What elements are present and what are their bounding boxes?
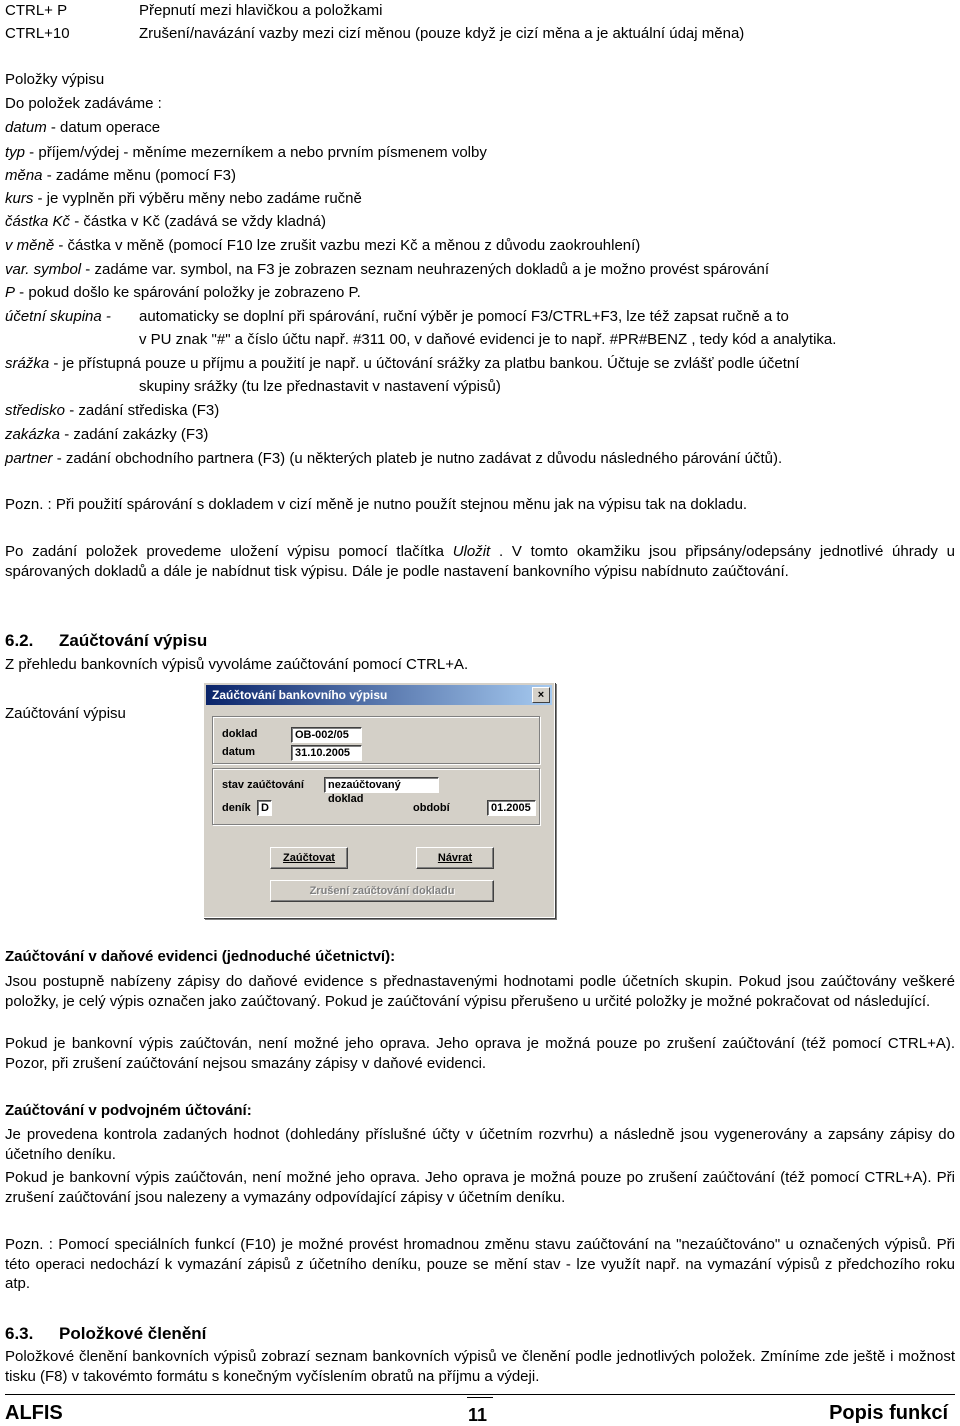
denik-field[interactable]: D [257, 800, 272, 816]
datum-field[interactable]: 31.10.2005 [291, 745, 362, 761]
item-ucetni-skupina-text2: v PU znak "#" a číslo účtu např. #311 00, v daňové evidenci je to např. #PR#BENZ , tedy kód a analytika. [139, 331, 837, 348]
item-var-symbol: var. symbol - zadáme var. symbol, na F3 je zobrazen seznam neuhrazených dokladů a je možno provést spárování [5, 261, 770, 278]
pozn-2: Pozn. : Pomocí speciálních funkcí (F10) je možné provést hromadnou změnu stavu zaúčtování na "nezaúčtováno" u označených výpisů. Při této operaci nedochází k vymazání zápisů z účetního deníku, pouze se mění stav - lze využít např. na vymazání výpisů z předchozího roku atp. [5, 1236, 955, 1292]
zauctovani-dialog [203, 682, 555, 918]
stav-label: stav zaúčtování [222, 779, 304, 791]
podvojne-p2: Pokud je bankovní výpis zaúčtován, není možné jeho oprava. Jeho oprava je možná pouze po zrušení zaúčtování (též pomocí CTRL+A). Při zrušení zaúčtování jsou nalezeny a vymazány odpovídající zápisy v účetním deníku. [5, 1169, 955, 1206]
denik-label: deník [222, 802, 251, 814]
danova-heading: Zaúčtování v daňové evidenci (jednoduché účetnictví): [5, 948, 396, 965]
stav-field[interactable]: nezaúčtovaný doklad [324, 777, 439, 793]
pozn-1: Pozn. : Při použití spárování s dokladem v cizí měně je nutno použít stejnou měnu jak na výpisu tak na dokladu. [5, 496, 748, 513]
obdobi-field[interactable]: 01.2005 [487, 800, 536, 816]
item-srazka: srážka - je přístupná pouze u příjmu a použití je např. u účtování srážky za platbu bankou. Účtuje se zvlášť podle účetní [5, 355, 800, 372]
page-number-rule [467, 1397, 493, 1398]
section-6-2-text: Z přehledu bankovních výpisů vyvoláme zaúčtování pomocí CTRL+A. [5, 656, 469, 673]
item-castka-kc: částka Kč - částka v Kč (zadává se vždy kladná) [5, 213, 326, 230]
hotkey-ctrl-10: CTRL+10 [5, 25, 70, 42]
item-srazka-text2: skupiny srážky (tu lze přednastavit v nastavení výpisů) [139, 378, 501, 395]
hotkey-ctrl-p-desc: Přepnutí mezi hlavičkou a položkami [139, 2, 383, 19]
dialog-caption: Zaúčtování výpisu [5, 705, 126, 722]
item-ucetni-skupina-text1: automaticky se doplní při spárování, ruční výběr je pomocí F3/CTRL+F3, lze též zapsat ručně a to [139, 308, 789, 325]
podvojne-p1: Je provedena kontrola zadaných hodnot (dohledány příslušné účty v účetním rozvrhu) a následně jsou vygenerovány a zapsány zápisy do účetního deníku. [5, 1126, 955, 1163]
item-zakazka: zakázka - zadání zakázky (F3) [5, 426, 209, 443]
item-p: P - pokud došlo ke spárování položky je zobrazeno P. [5, 284, 361, 301]
section-6-2-heading: 6.2. Zaúčtování výpisu [5, 631, 208, 650]
item-ucetni-skupina: účetní skupina - [5, 308, 111, 325]
item-typ: typ - příjem/výdej - měníme mezerníkem a nebo prvním písmenem volby [5, 144, 487, 161]
items-intro: Do položek zadáváme : [5, 95, 162, 112]
item-kurs: kurs - je vyplněn při výběru měny nebo zadáme ručně [5, 190, 362, 207]
doklad-group [212, 716, 540, 764]
footer-app-name: ALFIS [5, 1402, 63, 1424]
podvojne-heading: Zaúčtování v podvojném účtování: [5, 1102, 252, 1119]
footer-page-number: 11 [468, 1405, 488, 1425]
navrat-button[interactable]: Návrat [416, 847, 494, 869]
item-partner: partner - zadání obchodního partnera (F3) (u některých plateb je nutno zadávat z důvodu následného párování účtů). [5, 450, 783, 467]
ulozeni-paragraph: Po zadání položek provedeme uložení výpisu pomocí tlačítka Uložit . V tomto okamžiku jsou připsány/odepsány jednotlivé úhrady u spárovaných dokladů a dále je nabídnut tisk výpisu. Dále je podle nastavení bankovního výpisu nabídnuto zaúčtování. [5, 543, 955, 580]
dialog-titlebar [206, 685, 552, 705]
hotkey-ctrl-p: CTRL+ P [5, 2, 68, 19]
danova-p1: Jsou postupně nabízeny zápisy do daňové evidence s přednastavenými hodnotami podle účetních skupin. Pokud jsou zaúčtovány veškeré položky, je celý výpis označen jako zaúčtovaný. Pokud je zaúčtování výpisu přerušeno u určité položky je možné pokračovat od následující. [5, 973, 955, 1010]
items-heading: Položky výpisu [5, 71, 105, 88]
item-datum: datum - datum operace [5, 119, 161, 136]
zauctovat-button[interactable]: Zaúčtovat [270, 847, 348, 869]
section-6-3-text: Položkové členění bankovních výpisů zobrazí seznam bankovních výpisů ve členění podle jednotlivých položek. Zmíníme zde ještě i možnost tisku (F8) v takovémto formátu s konečným vyčíslením obratů na příjmu a výdeji. [5, 1348, 955, 1385]
section-6-3-heading: 6.3. Položkové členění [5, 1324, 207, 1343]
datum-label: datum [222, 746, 255, 758]
zruseni-zauctovani-button: Zrušení zaúčtování dokladu [270, 880, 494, 902]
dialog-title: Zaúčtování bankovního výpisu [212, 688, 388, 702]
hotkey-ctrl-10-desc: Zrušení/navázání vazby mezi cizí měnou (pouze když je cizí měna a je aktuální údaj měna) [139, 25, 745, 42]
close-icon[interactable]: × [532, 687, 550, 703]
doklad-field[interactable]: OB-002/05 [291, 727, 362, 743]
item-stredisko: středisko - zadání střediska (F3) [5, 402, 220, 419]
doklad-label: doklad [222, 728, 258, 740]
danova-p2: Pokud je bankovní výpis zaúčtován, není možné jeho oprava. Jeho oprava je možná pouze po zrušení zaúčtování (též pomocí CTRL+A). Pozor, při zrušení zaúčtování nejsou smazány zápisy v daňové evidenci. [5, 1035, 955, 1072]
footer-title: Popis funkcí [829, 1402, 948, 1424]
obdobi-label: období [413, 802, 450, 814]
footer-rule [5, 1394, 955, 1395]
item-mena: měna - zadáme měnu (pomocí F3) [5, 167, 236, 184]
item-v-mene: v měně - částka v měně (pomocí F10 lze zrušit vazbu mezi Kč a měnou z důvodu zaokrouhlení) [5, 237, 641, 254]
